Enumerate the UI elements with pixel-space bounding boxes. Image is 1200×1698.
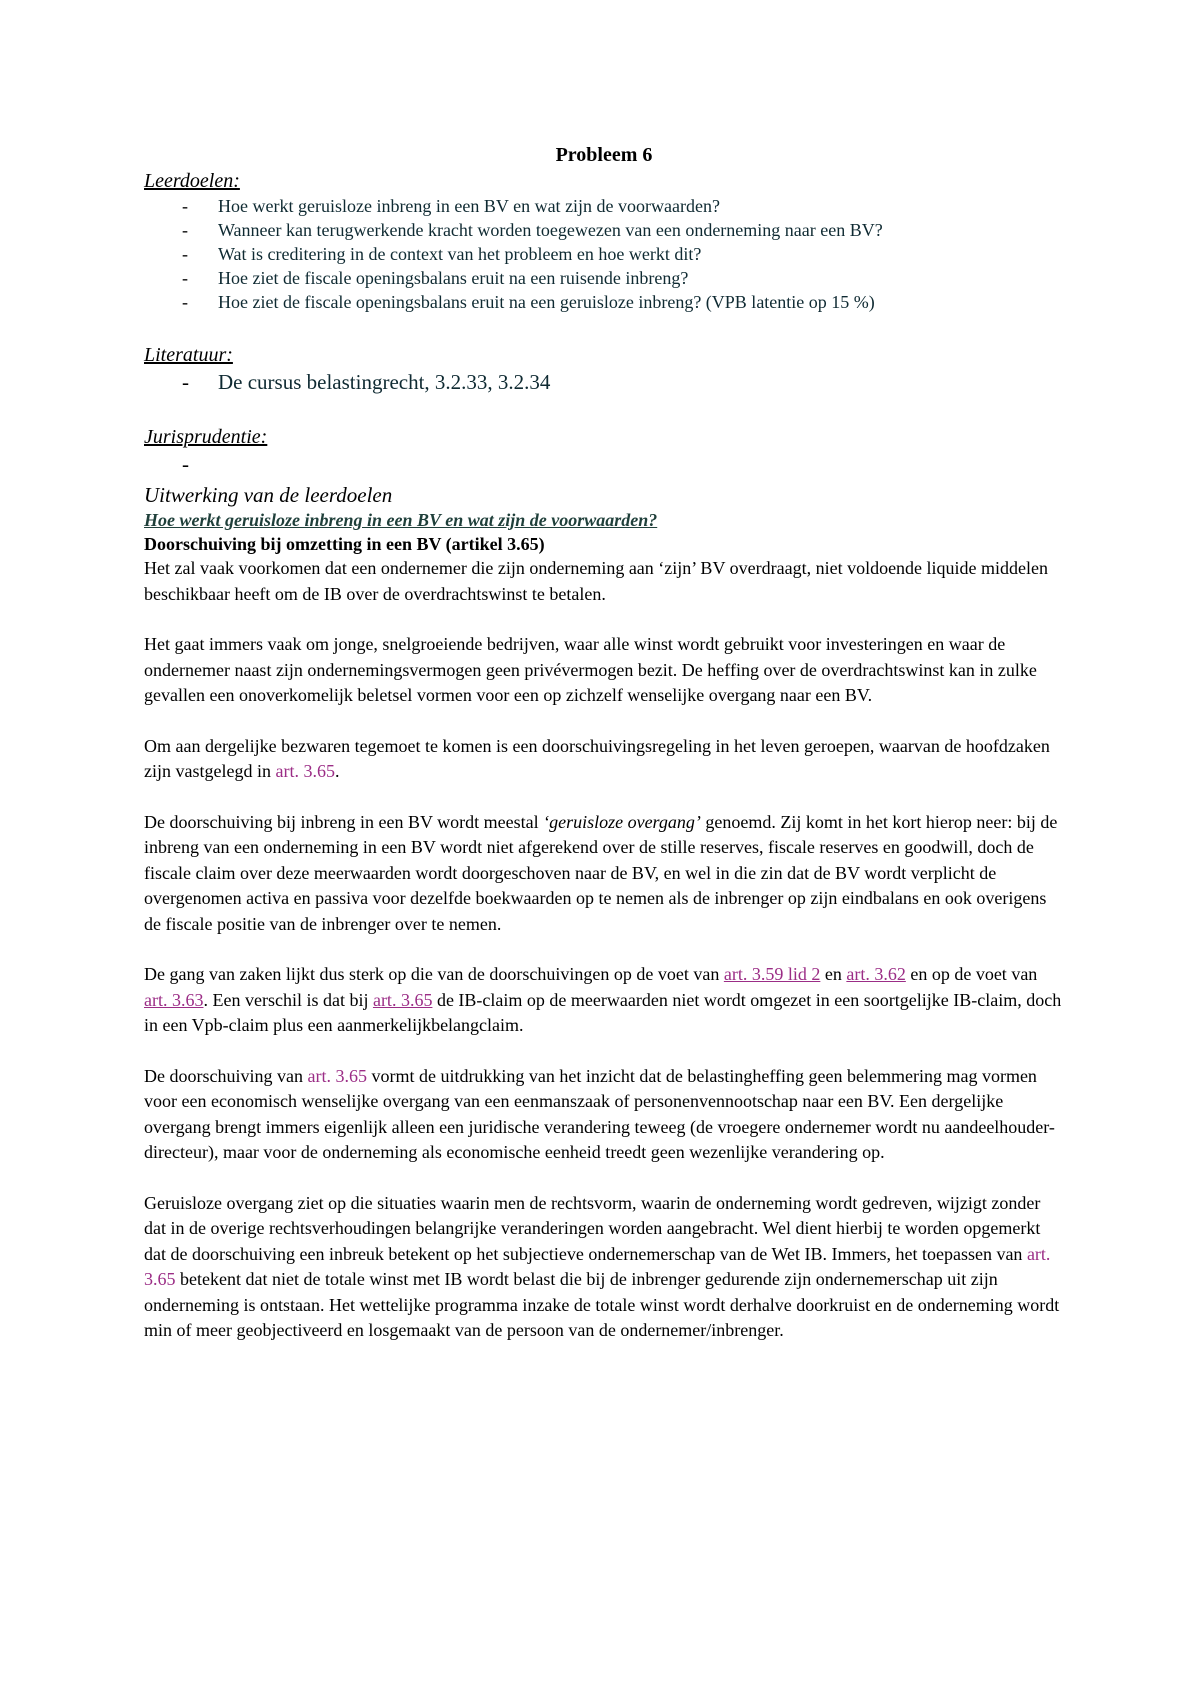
list-item: - Hoe werkt geruisloze inbreng in een BV en wat zijn de voorwaarden? xyxy=(144,194,1064,218)
paragraph-4 xyxy=(144,810,1064,938)
paragraph-7 xyxy=(144,1191,1064,1344)
text-span: en op de voet van xyxy=(905,964,1038,984)
article-link[interactable]: art. 3.63 xyxy=(144,989,204,1010)
text-span: Geruisloze overgang ziet op die situaties waarin men de rechtsvorm, waarin de onderneming wordt gedreven, wijzigt zonder dat in de overige rechtsverhoudingen belangrijke veranderingen worden aangebracht. Wel dient hierbij te worden opgemerkt dat de doorschuiving een inbreuk betekent op het subjectieve ondernemerschap van de Wet IB. Immers, het toepassen van xyxy=(144,1192,1041,1264)
text-span: De gang van zaken lijkt dus sterk op die van de doorschuivingen op de voet van xyxy=(144,964,724,984)
uitwerking-heading: Uitwerking van de leerdoelen xyxy=(144,483,393,507)
article-link[interactable]: art. 3.59 lid 2 xyxy=(723,964,821,984)
text-span: Om aan dergelijke bezwaren tegemoet te komen is een doorschuivingsregeling in het leven geroepen, waarvan de hoofdzaken zijn vastgelegd in xyxy=(144,735,1050,781)
paragraph-2: Het gaat immers vaak om jonge, snelgroeiende bedrijven, waar alle winst wordt gebruikt voor investeringen en waar de ondernemer naast zijn ondernemingsvermogen geen privévermogen bezit. De heffing over de overdrachtswinst kan in zulke gevallen een onoverkomelijk beletsel vormen voor een op zichzelf wenselijke overgang naar een BV. xyxy=(144,634,1037,705)
paragraph-5 xyxy=(144,962,1064,1039)
jurisprudentie-heading: Jurisprudentie: xyxy=(144,426,268,448)
list-item: - Hoe ziet de fiscale openingsbalans eruit na een ruisende inbreng? xyxy=(144,266,1064,290)
article-link[interactable]: art. 3.65 xyxy=(144,1243,1051,1289)
text-span: De doorschuiving van xyxy=(144,1065,308,1086)
literatuur-heading: Literatuur: xyxy=(144,344,233,366)
emphasis-text: ‘geruisloze overgang’ xyxy=(543,811,701,832)
article-link[interactable]: art. 3.62 xyxy=(846,964,906,984)
paragraph-1: Het zal vaak voorkomen dat een ondernemer die zijn onderneming aan ‘zijn’ BV overdraagt, niet voldoende liquide middelen beschikbaar heeft om de IB over de overdrachtswinst te betalen. xyxy=(144,558,1049,604)
question-heading: Hoe werkt geruisloze inbreng in een BV en wat zijn de voorwaarden? xyxy=(144,510,658,530)
list-item: - De cursus belastingrecht, 3.2.33, 3.2.34 xyxy=(144,368,1064,396)
text-span: genoemd. Zij komt in het kort hierop neer: bij de inbreng van een onderneming in een BV wordt niet afgerekend over de stille reserves, fiscale reserves en goodwill, doch de fiscale claim over deze meerwaarden wordt doorgeschoven naar de BV, en wel in die zin dat de BV wordt verplicht de overgenomen activa en passiva voor dezelfde boekwaarden op te nemen als de inbrenger op zijn eindbalans en ook overigens de fiscale positie van de inbrenger over te nemen. xyxy=(144,811,1058,934)
list-item: - Hoe ziet de fiscale openingsbalans eruit na een geruisloze inbreng? (VPB latentie op 15 %) xyxy=(144,290,1064,314)
text-span: de IB-claim op de meerwaarden niet wordt omgezet in een soortgelijke IB-claim, doch in een Vpb-claim plus een aanmerkelijkbelangclaim. xyxy=(144,989,1062,1035)
document-page xyxy=(144,142,1064,1369)
section-subheading: Doorschuiving bij omzetting in een BV (artikel 3.65) xyxy=(144,534,545,554)
list-item: - Wat is creditering in de context van het probleem en hoe werkt dit? xyxy=(144,242,1064,266)
leerdoelen-heading: Leerdoelen: xyxy=(144,170,240,192)
article-link[interactable]: art. 3.65 xyxy=(372,989,433,1010)
paragraph-6 xyxy=(144,1064,1064,1166)
text-span: . xyxy=(334,761,340,781)
text-span: vormt de uitdrukking van het inzicht dat de belastingheffing geen belemmering mag vormen voor een economisch wenselijke overgang van een eenmanszaak of personenvennootschap naar een BV. Een dergelijke overgang brengt immers eigenlijk alleen een juridische verandering teweeg (de vroegere ondernemer wordt nu aandeelhouder-directeur), maar voor de onderneming als economische eenheid treedt geen wezenlijke verandering op. xyxy=(144,1065,1055,1162)
article-link[interactable]: art. 3.65 xyxy=(275,761,335,781)
article-link[interactable]: art. 3.65 xyxy=(307,1065,367,1086)
page-title: Probleem 6 xyxy=(555,144,653,166)
text-span: . Een verschil is dat bij xyxy=(203,989,373,1010)
text-span: De doorschuiving bij inbreng in een BV wordt meestal xyxy=(144,811,544,832)
paragraph-3 xyxy=(144,734,1064,785)
text-span: en xyxy=(820,964,847,984)
literatuur-list xyxy=(144,368,1064,396)
leerdoelen-list xyxy=(144,194,1064,314)
list-item: - Wanneer kan terugwerkende kracht worden toegewezen van een onderneming naar een BV? xyxy=(144,218,1064,242)
text-span: betekent dat niet de totale winst met IB wordt belast die bij de inbrenger gedurende zijn ondernemerschap uit zijn onderneming is ontstaan. Het wettelijke programma inzake de totale winst wordt derhalve doorkruist en de onderneming wordt min of meer geobjectiveerd en losgemaakt van de persoon van de ondernemer/inbrenger. xyxy=(144,1269,1060,1340)
